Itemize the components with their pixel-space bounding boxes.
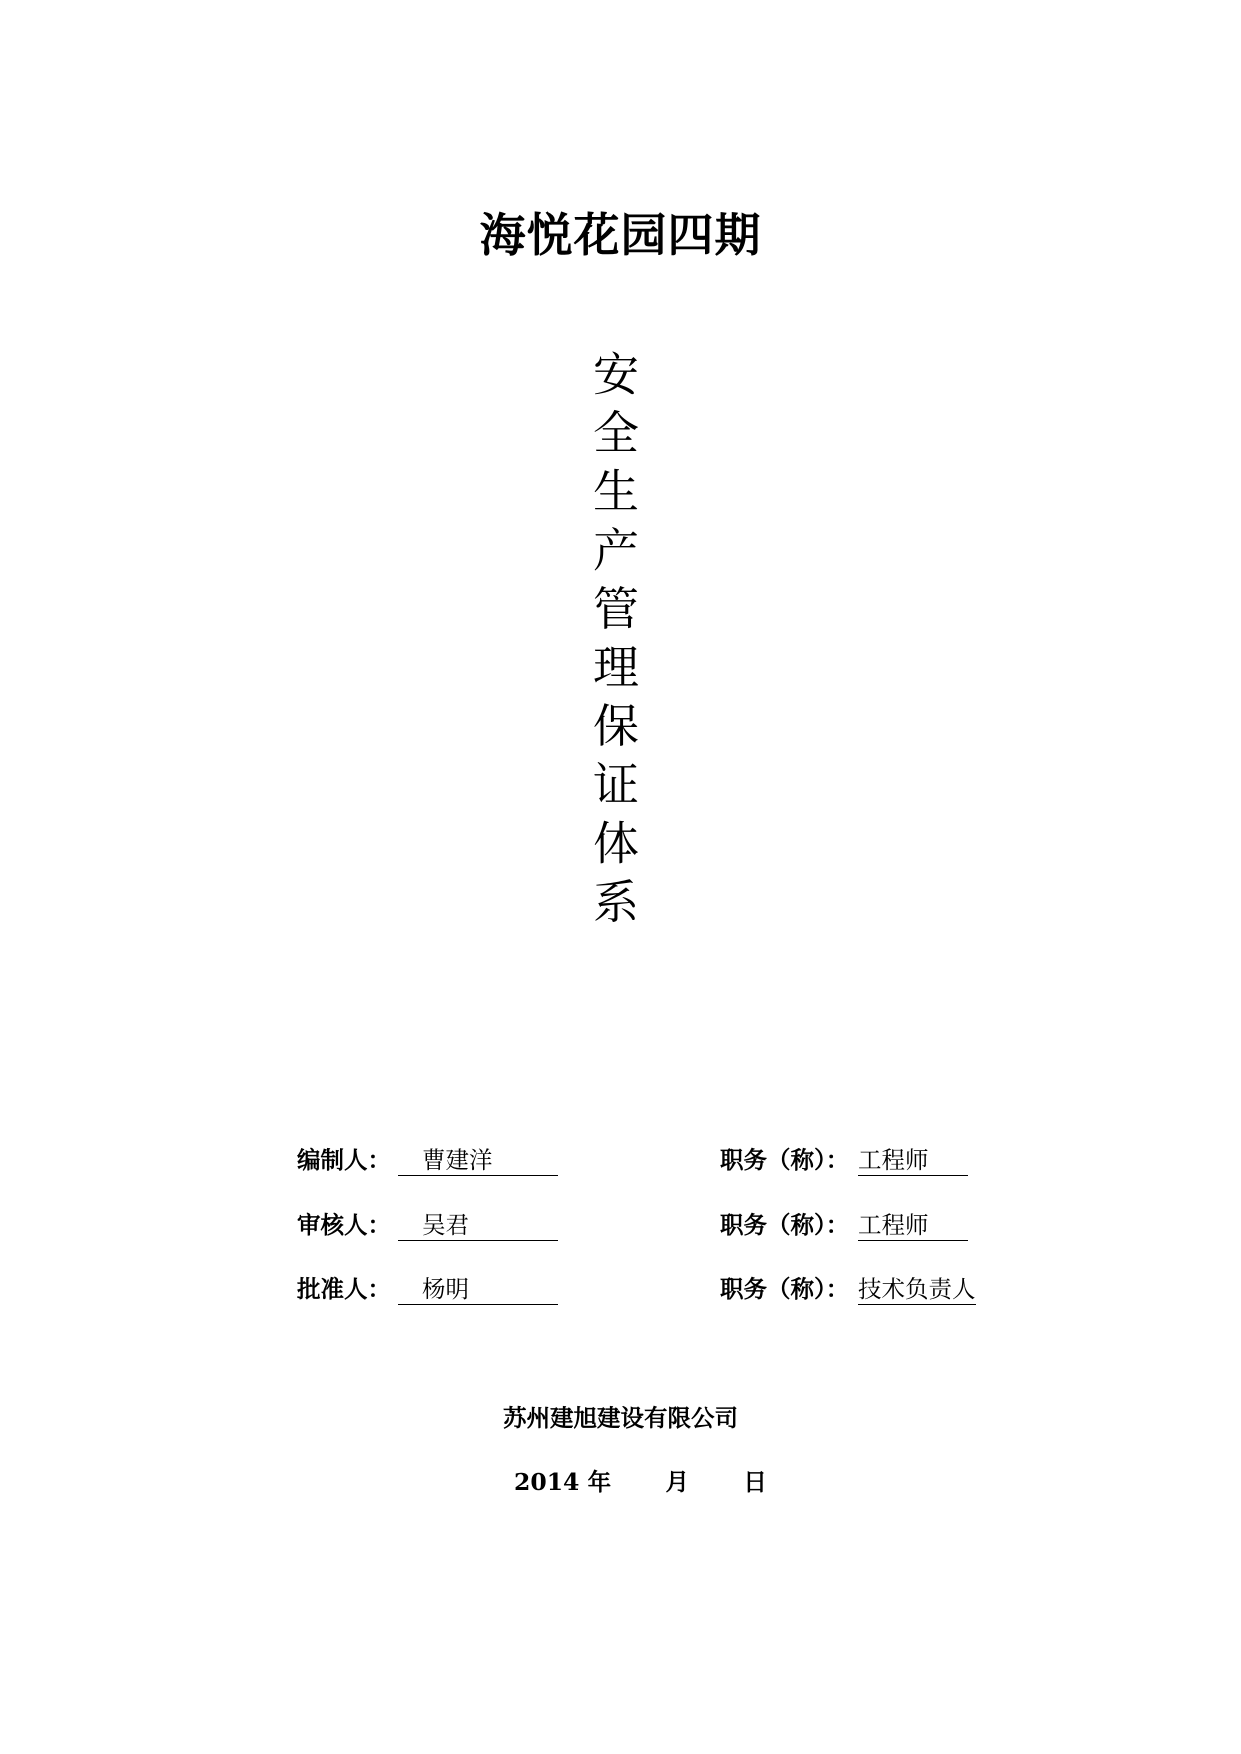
compiler-position-label: 职务（称）： — [720, 1146, 850, 1174]
reviewer-name: 吴君 — [422, 1211, 469, 1239]
approver-position: 技术负责人 — [858, 1271, 976, 1305]
company-name: 苏州建旭建设有限公司 — [503, 1404, 738, 1432]
compiler-label: 编制人： — [297, 1146, 391, 1174]
signature-row-compiler — [0, 1142, 1241, 1178]
date-year-unit: 年 — [587, 1468, 612, 1496]
compiler-name: 曹建洋 — [422, 1146, 493, 1174]
date-day-unit: 日 — [743, 1468, 767, 1496]
signature-row-approver — [0, 1271, 1241, 1307]
project-title: 海悦花园四期 — [479, 208, 762, 262]
compiler-name-field — [398, 1142, 558, 1176]
approver-label: 批准人： — [297, 1275, 391, 1303]
document-date — [514, 1464, 767, 1500]
approver-name: 杨明 — [422, 1275, 469, 1303]
approver-name-field — [398, 1271, 558, 1305]
signature-row-reviewer — [0, 1207, 1241, 1243]
reviewer-position: 工程师 — [858, 1207, 968, 1241]
compiler-position: 工程师 — [858, 1142, 968, 1176]
date-month-unit: 月 — [665, 1468, 689, 1496]
reviewer-label: 审核人： — [297, 1211, 391, 1239]
reviewer-position-label: 职务（称）： — [720, 1211, 850, 1239]
reviewer-name-field — [398, 1207, 558, 1241]
date-year: 2014 — [514, 1468, 580, 1496]
approver-position-label: 职务（称）： — [720, 1275, 850, 1303]
document-title-vertical: 安全生产管理保证体系 — [586, 350, 640, 936]
